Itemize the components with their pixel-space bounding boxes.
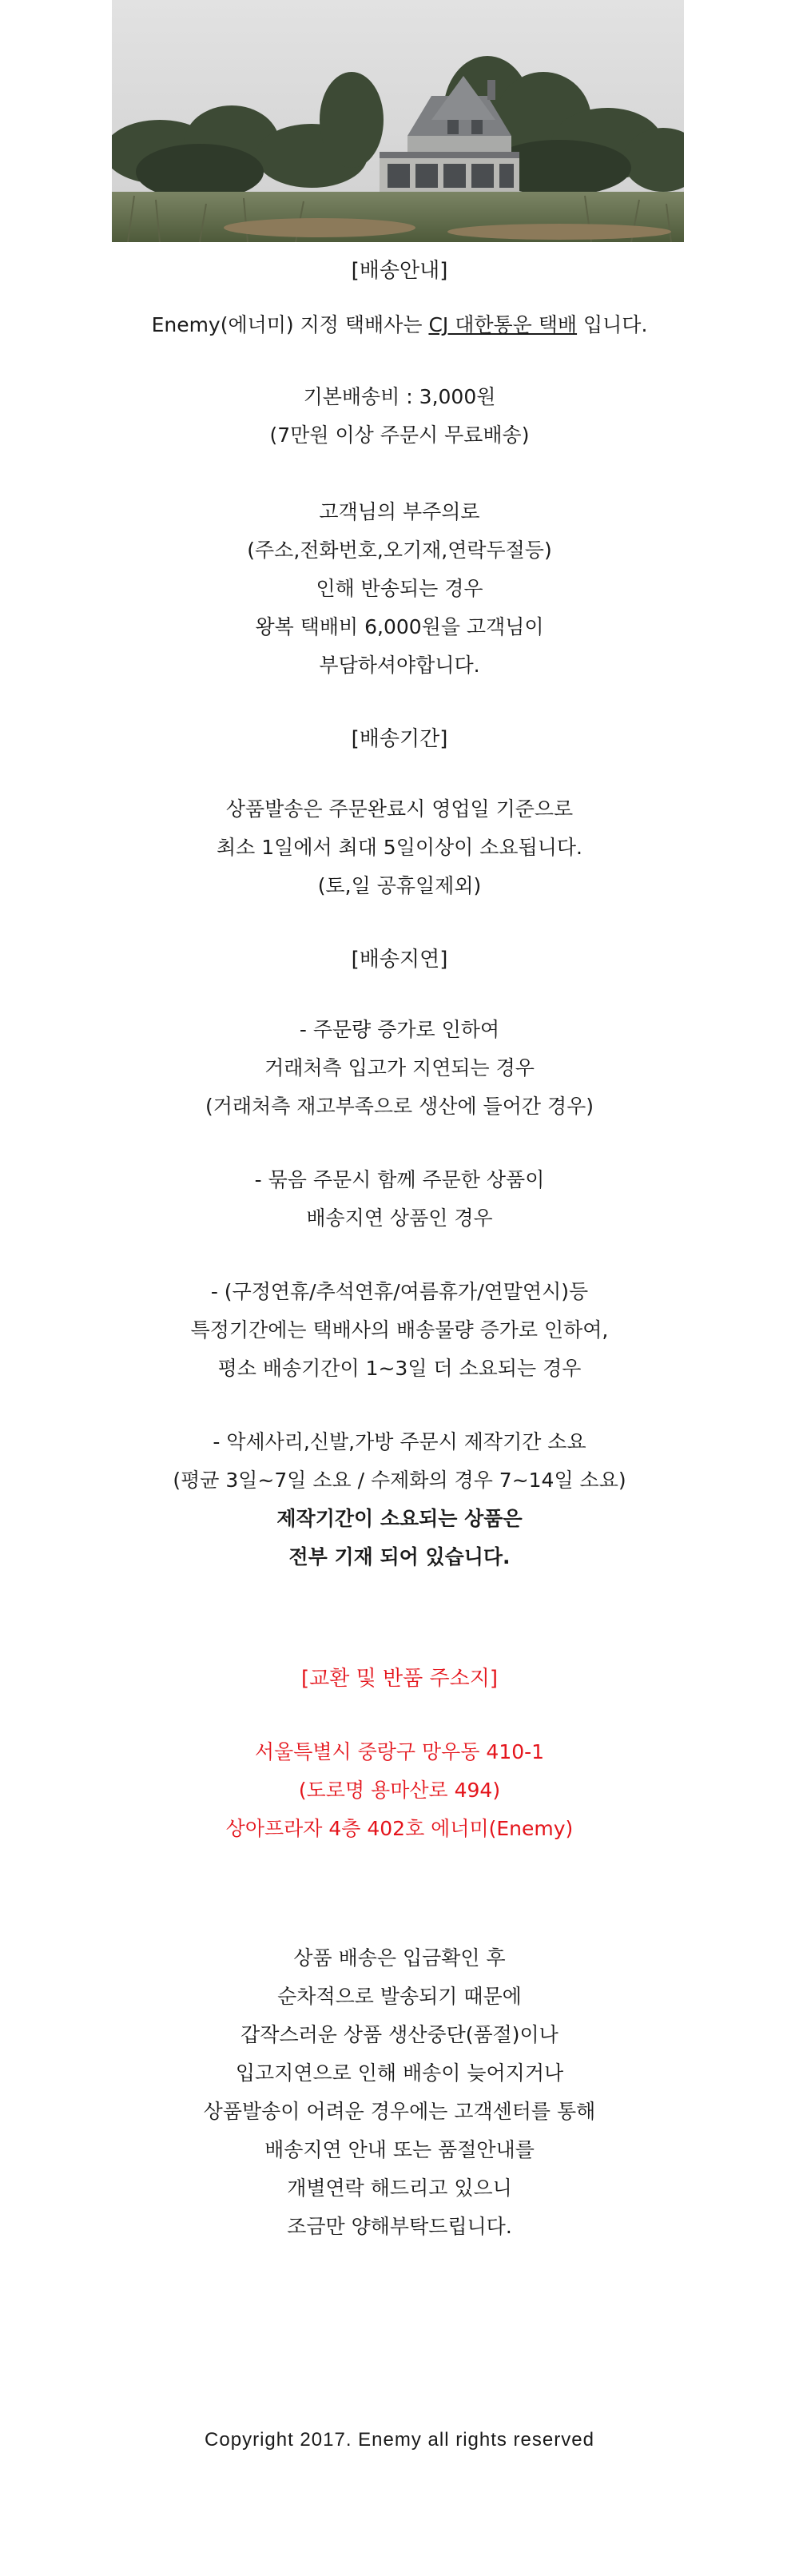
- shipping-period-line: (토,일 공휴일제외): [317, 874, 482, 897]
- delay-line: - (구정연휴/추석연휴/여름휴가/연말연시)등: [210, 1280, 589, 1303]
- return-address-line: (도로명 용마산로 494): [298, 1779, 501, 1802]
- delay-line: 특정기간에는 택배사의 배송물량 증가로 인하여,: [190, 1318, 609, 1342]
- copyright-footer: Copyright 2017. Enemy all rights reserved: [205, 2429, 594, 2451]
- delay-line: - 묶음 주문시 함께 주문한 상품이: [254, 1168, 545, 1191]
- notice-line: 갑작스러운 상품 생산중단(품절)이나: [240, 2023, 559, 2046]
- free-shipping-condition: (7만원 이상 주문시 무료배송): [269, 423, 530, 447]
- notice-line: 입고지연으로 인해 배송이 늦어지거나: [235, 2061, 564, 2085]
- delay-line: 평소 배송기간이 1~3일 더 소요되는 경우: [217, 1357, 582, 1380]
- shipping-delay-title: [배송지연]: [351, 948, 448, 972]
- delay-bold-line: 제작기간이 소요되는 상품은: [276, 1507, 523, 1530]
- shipping-period-line: 최소 1일에서 최대 5일이상이 소요됩니다.: [217, 836, 582, 859]
- shipping-guide-title: [배송안내]: [351, 259, 448, 283]
- return-address-line: 서울특별시 중랑구 망우동 410-1: [254, 1740, 545, 1763]
- delay-line: (평균 3일~7일 소요 / 수제화의 경우 7~14일 소요): [173, 1469, 626, 1492]
- delay-bold-line: 전부 기재 되어 있습니다.: [288, 1545, 511, 1568]
- shipping-period-title: [배송기간]: [351, 727, 448, 751]
- return-address-title: [교환 및 반품 주소지]: [300, 1667, 498, 1691]
- return-fee-line: 왕복 택배비 6,000원을 고객님이: [255, 615, 544, 638]
- courier-suffix: 입니다.: [577, 313, 648, 336]
- notice-line: 상품 배송은 입금확인 후: [293, 1946, 506, 1970]
- delay-line: 배송지연 상품인 경우: [306, 1207, 493, 1230]
- house-landscape-photo: [112, 0, 684, 242]
- notice-line: 배송지연 안내 또는 품절안내를: [264, 2138, 535, 2161]
- notice-line: 개별연락 해드리고 있으니: [287, 2176, 512, 2200]
- notice-line: 순차적으로 발송되기 때문에: [277, 1985, 522, 2008]
- courier-line: [0, 306, 799, 344]
- notice-line: 조금만 양해부탁드립니다.: [287, 2215, 512, 2238]
- notice-line: 상품발송이 어려운 경우에는 고객센터를 통해: [203, 2100, 596, 2123]
- return-fee-line: 고객님의 부주의로: [319, 500, 480, 523]
- return-fee-line: 부담하셔야합니다.: [319, 654, 480, 677]
- shipping-info-content: [0, 242, 799, 2246]
- return-fee-line: 인해 반송되는 경우: [316, 577, 483, 600]
- courier-name: CJ 대한통운 택배: [428, 313, 578, 336]
- delay-line: 거래처측 입고가 지연되는 경우: [264, 1056, 535, 1079]
- delay-line: - 주문량 증가로 인하여: [299, 1018, 500, 1041]
- courier-prefix: Enemy(에너미) 지정 택배사는: [151, 313, 429, 336]
- delay-line: (거래처측 재고부족으로 생산에 들어간 경우): [205, 1095, 594, 1118]
- return-address-line: 상아프라자 4층 402호 에너미(Enemy): [225, 1817, 574, 1840]
- house-landscape-illustration: [112, 0, 684, 242]
- base-fee: 기본배송비 : 3,000원: [303, 385, 496, 408]
- delay-line: - 악세사리,신발,가방 주문시 제작기간 소요: [213, 1430, 586, 1453]
- shipping-period-line: 상품발송은 주문완료시 영업일 기준으로: [225, 797, 574, 821]
- return-fee-line: (주소,전화번호,오기재,연락두절등): [247, 539, 552, 562]
